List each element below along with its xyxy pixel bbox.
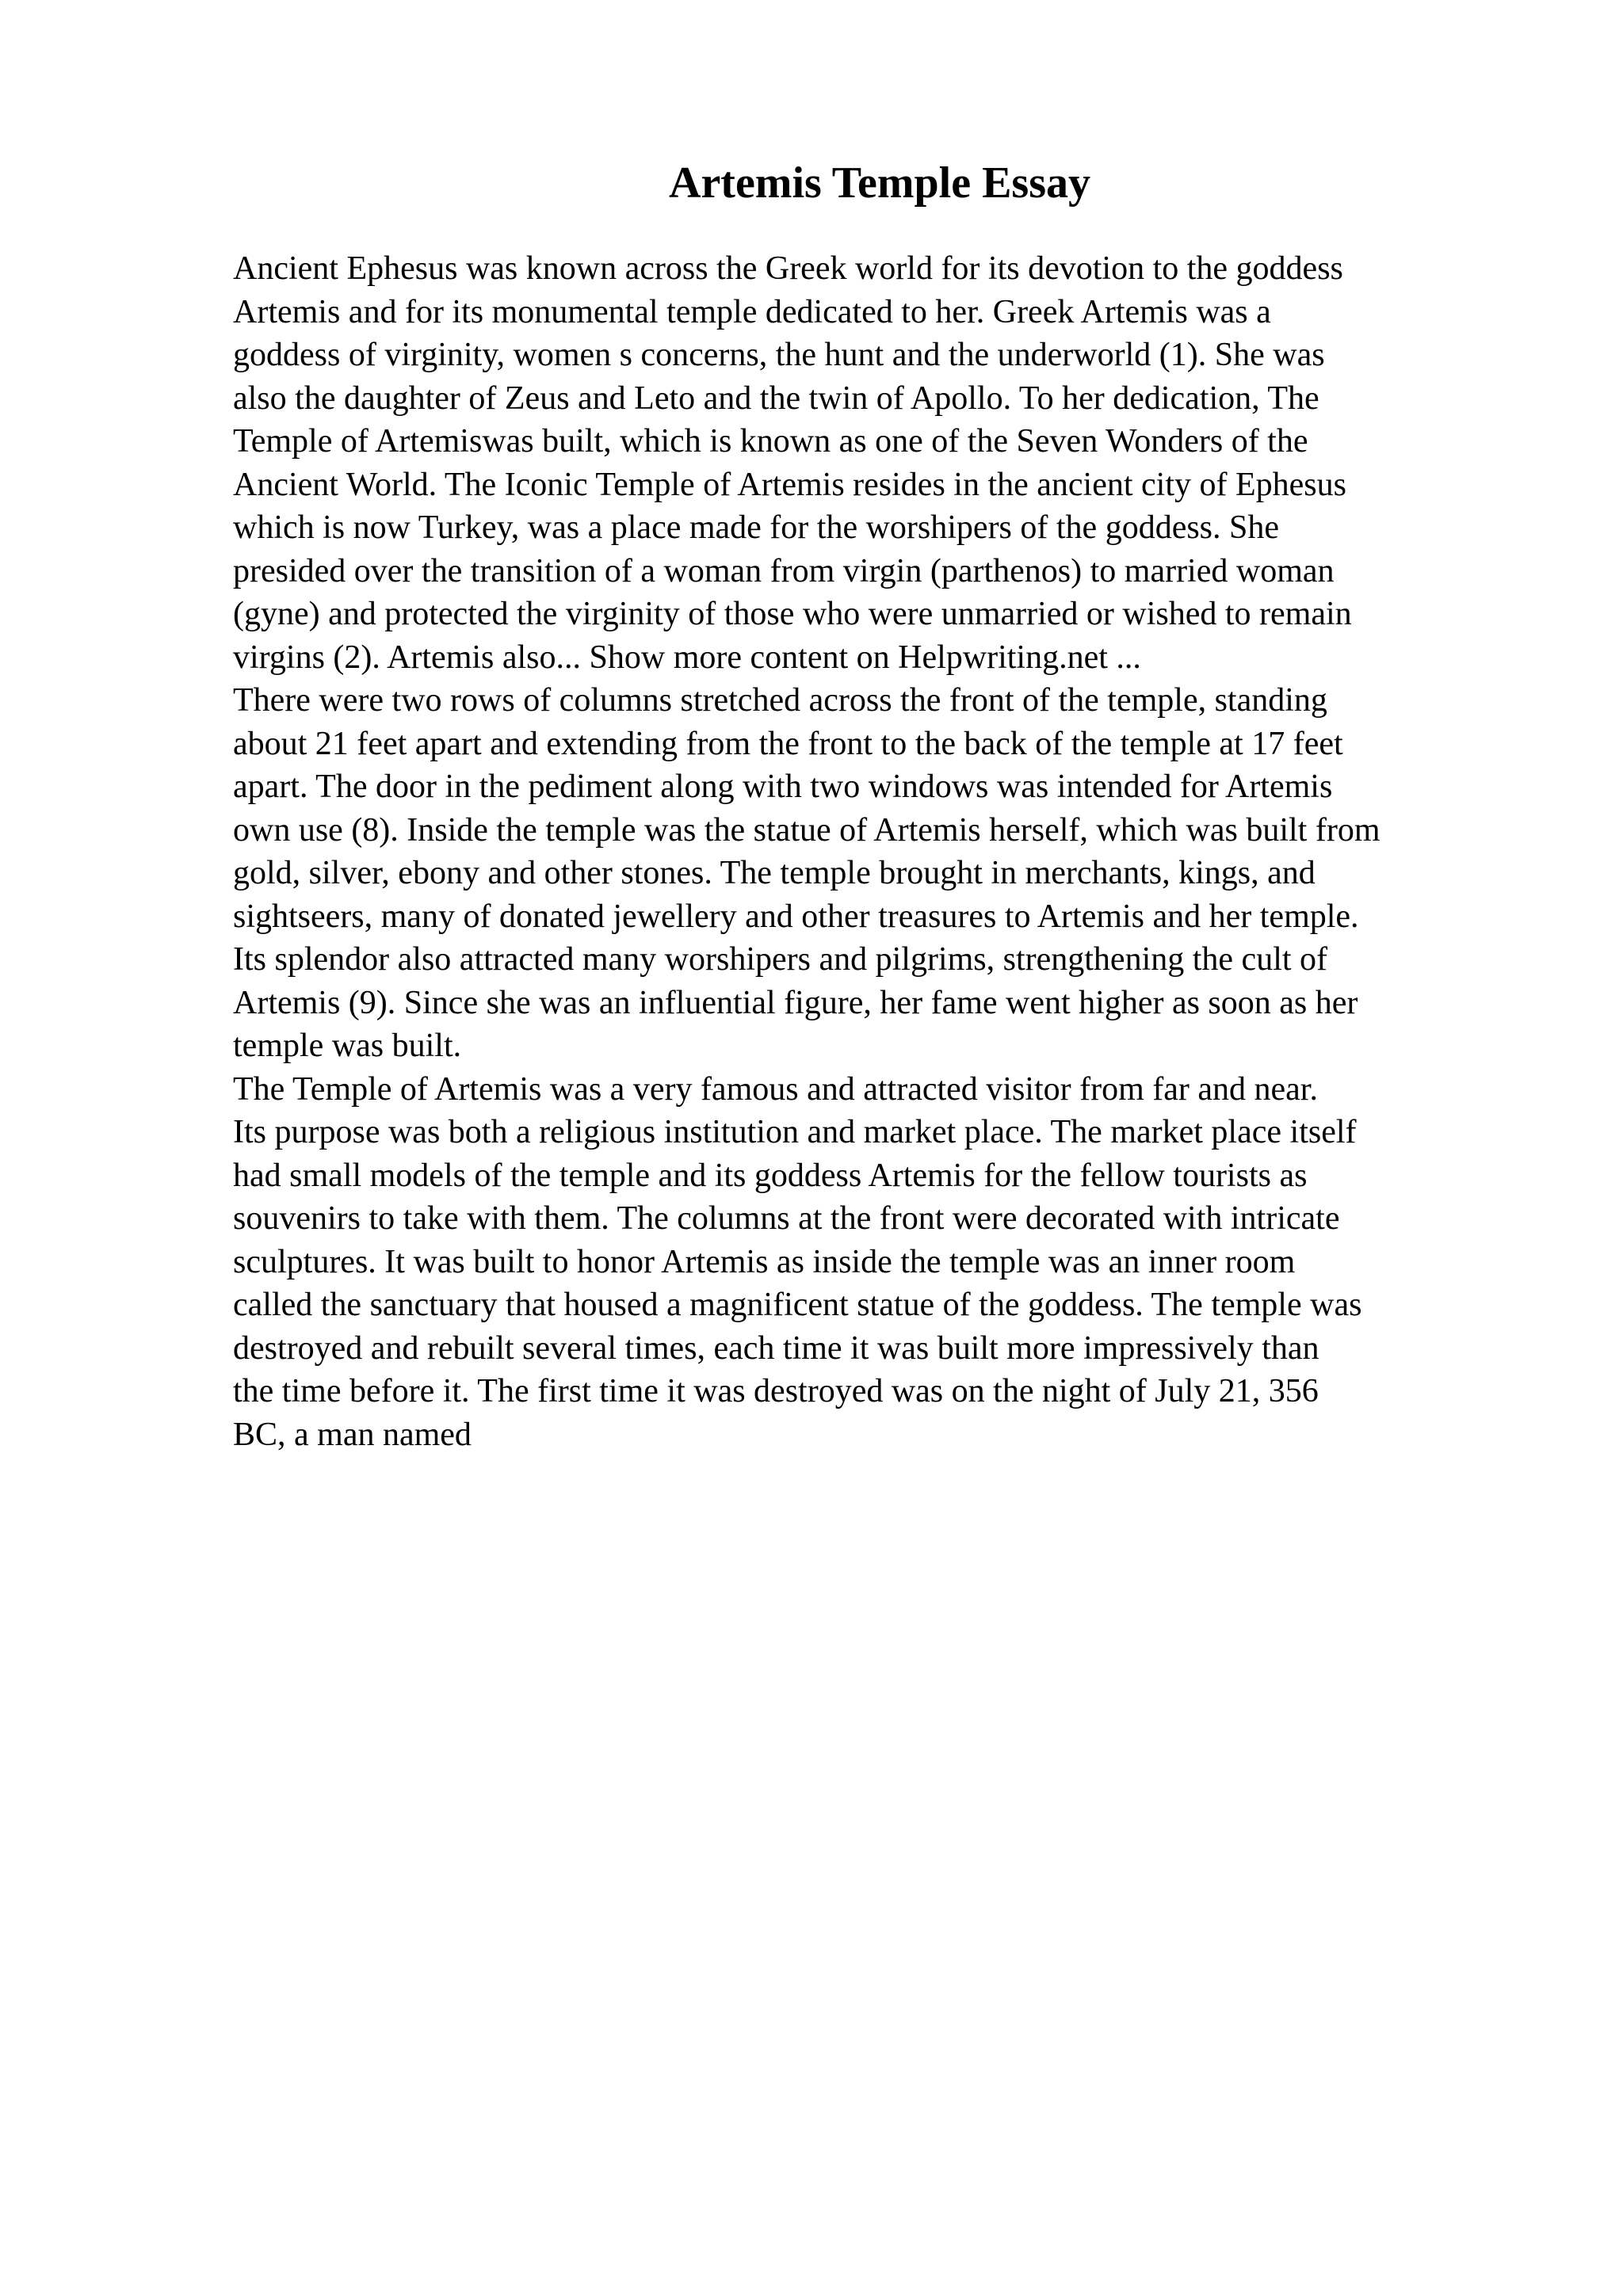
text-line: Its purpose was both a religious institution and market place. The market place itself bbox=[233, 1114, 1357, 1150]
text-line: destroyed and rebuilt several times, each time it was built more impressively than bbox=[233, 1329, 1319, 1367]
text-line: sightseers, many of donated jewellery and other treasures to Artemis and her temple. bbox=[233, 898, 1359, 935]
text-line: sculptures. It was built to honor Artemis as inside the temple was an inner room bbox=[233, 1243, 1296, 1280]
document-body bbox=[233, 247, 1549, 1456]
text-line: (gyne) and protected the virginity of those who were unmarried or wished to remain bbox=[233, 596, 1352, 632]
text-line: There were two rows of columns stretched across the front of the temple, standing bbox=[233, 682, 1327, 719]
text-line: Artemis and for its monumental temple dedicated to her. Greek Artemis was a bbox=[233, 293, 1271, 330]
text-line: The Temple of Artemis was a very famous and attracted visitor from far and near. bbox=[233, 1070, 1318, 1108]
text-line: which is now Turkey, was a place made for the worshipers of the goddess. She bbox=[233, 509, 1280, 546]
text-line: virgins (2). Artemis also... Show more content on Helpwriting.net ... bbox=[233, 639, 1141, 676]
text-line: own use (8). Inside the temple was the statue of Artemis herself, which was built from bbox=[233, 811, 1381, 849]
text-line: Its splendor also attracted many worshipers and pilgrims, strengthening the cult of bbox=[233, 941, 1328, 978]
text-line: gold, silver, ebony and other stones. The temple brought in merchants, kings, and bbox=[233, 855, 1316, 891]
text-line: called the sanctuary that housed a magnificent statue of the goddess. The temple was bbox=[233, 1287, 1362, 1323]
page-title: Artemis Temple Essay bbox=[669, 158, 1090, 208]
text-line: Temple of Artemiswas built, which is known as one of the Seven Wonders of the bbox=[233, 423, 1308, 460]
text-line: goddess of virginity, women s concerns, the hunt and the underworld (1). She was bbox=[233, 337, 1325, 373]
text-line: presided over the transition of a woman from virgin (parthenos) to married woman bbox=[233, 552, 1335, 589]
text-line: about 21 feet apart and extending from the front to the back of the temple at 17 feet bbox=[233, 725, 1343, 762]
text-line: also the daughter of Zeus and Leto and the twin of Apollo. To her dedication, The bbox=[233, 379, 1319, 417]
text-line: souvenirs to take with them. The columns at the front were decorated with intricate bbox=[233, 1200, 1340, 1237]
text-line: Ancient World. The Iconic Temple of Artemis resides in the ancient city of Ephesus bbox=[233, 466, 1346, 503]
text-line: Ancient Ephesus was known across the Greek world for its devotion to the goddess bbox=[233, 250, 1343, 287]
text-line: had small models of the temple and its goddess Artemis for the fellow tourists as bbox=[233, 1157, 1308, 1194]
text-line: apart. The door in the pediment along with two windows was intended for Artemis bbox=[233, 769, 1333, 805]
text-line: Artemis (9). Since she was an influential figure, her fame went higher as soon as her bbox=[233, 984, 1358, 1021]
text-line: the time before it. The first time it was destroyed was on the night of July 21, 356 bbox=[233, 1373, 1319, 1409]
text-line: temple was built. bbox=[233, 1028, 462, 1064]
text-line: BC, a man named bbox=[233, 1416, 472, 1453]
